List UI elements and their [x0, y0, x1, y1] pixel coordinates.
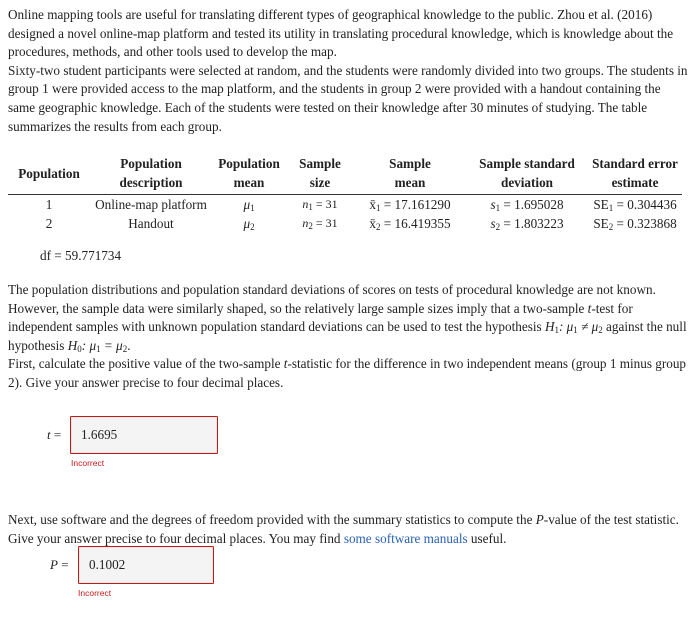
intro-paragraph-1: Online mapping tools are useful for translating different types of geographical knowledge to the public. Zhou et al. (2016) designed a novel online-map platform and tested its utility in translating procedural knowledge, which is knowledge about the procedures, methods, and other tools used to develop the map.: [8, 7, 674, 60]
table-row: [8, 195, 682, 215]
p-answer-input[interactable]: 0.1002: [78, 546, 214, 584]
cell-sample-mean: $x̄_1 = 17.161290$: [369, 197, 451, 213]
table-header-row: [8, 152, 682, 195]
question2-paragraph: Next, use software and the degrees of freedom provided with the summary statistics to compute the P-value of the test statistic. Give your answer precise to four decimal places. You may find some software manuals useful.: [8, 512, 679, 546]
cell-population-mean: $\mu_2$: [243, 216, 255, 232]
cell-sample-sd: $s_2 = 1.803223$: [490, 216, 564, 232]
cell-population-mean: $\mu_1$: [243, 197, 255, 213]
summary-table: [8, 152, 682, 233]
t-answer-label: t =: [47, 427, 62, 442]
question2-text: [8, 511, 688, 548]
cell-description: Handout: [128, 216, 174, 231]
question-paragraph-2: First, calculate the positive value of the two-sample t-statistic for the difference in two independent means (group 1 minus group 2). Give your answer precise to four decimal places.: [8, 356, 687, 390]
header-population: Population: [8, 152, 90, 195]
cell-sample-mean: $x̄_2 = 16.419355$: [369, 216, 451, 232]
software-manuals-link[interactable]: some software manuals: [343, 530, 468, 546]
header-sample-mean: Sample mean: [354, 152, 466, 195]
intro-text: [8, 6, 688, 136]
intro-paragraph-2: Sixty-two student participants were selected at random, and the students were randomly divided into two groups. The students in group 1 were provided access to the map platform, and the students in group 2 were provided with a handout containing the same geographic knowledge. Each of the students were tested on their knowledge after 30 minutes of studying. The table summarizes the results from each group.: [8, 62, 688, 134]
cell-sample-size: $n_1 = 31$: [302, 197, 338, 212]
header-sample-size: Sample size: [286, 152, 354, 195]
degrees-of-freedom: df = 59.771734: [40, 248, 122, 263]
cell-population: 2: [45, 216, 53, 231]
table-row: [8, 214, 682, 233]
header-population-mean: Population mean: [212, 152, 286, 195]
p-answer-label: P =: [50, 557, 69, 572]
header-sample-sd: Sample standard deviation: [466, 152, 588, 195]
cell-standard-error: $SE_2 = 0.323868$: [593, 216, 677, 232]
cell-population: 1: [45, 197, 53, 212]
question-text: [8, 281, 688, 393]
cell-standard-error: $SE_1 = 0.304436$: [593, 197, 677, 213]
cell-sample-size: $n_2 = 31$: [302, 216, 338, 231]
header-description: Population description: [90, 152, 212, 195]
p-answer-status: Incorrect: [78, 588, 112, 598]
t-answer-input[interactable]: 1.6695: [70, 416, 218, 454]
t-answer-status: Incorrect: [71, 458, 105, 468]
question-paragraph-1: The population distributions and population standard deviations of scores on tests of procedural knowledge are not known. However, the sample data were similarly shaped, so the relatively large sample sizes imply that a two-sample t-test for independent samples with unknown population standard deviations can be used to test the hypothesis $H_1$: $\mu_1 \ne \mu_2$ against the null hypothesis $H_0$: $\mu_1 = \mu_2$.: [8, 282, 687, 354]
header-standard-error: Standard error estimate: [588, 152, 682, 195]
cell-description: Online-map platform: [95, 197, 207, 212]
cell-sample-sd: $s_1 = 1.695028$: [490, 197, 564, 213]
